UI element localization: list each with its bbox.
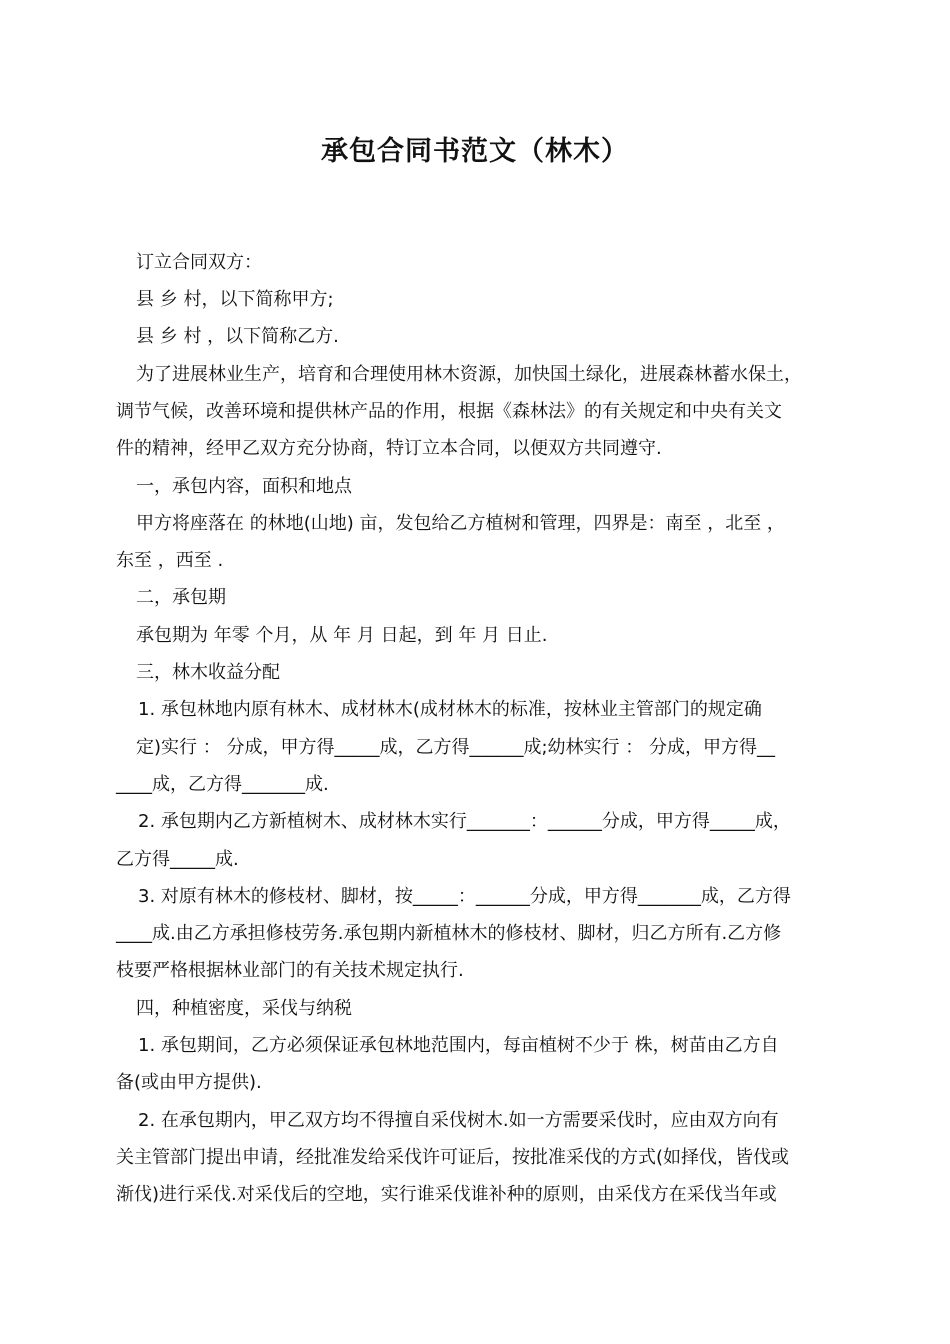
section-heading: 一，承包内容，面积和地点 [136,476,352,497]
paragraph-line: 甲方将座落在 的林地(山地) 亩，发包给乙方植树和管理，四界是：南至 ，北至 ， [136,513,785,534]
paragraph-line: 1. 承包期间，乙方必须保证承包林地范围内，每亩植树不少于 株，树苗由乙方自 [138,1035,779,1056]
paragraph-line: 关主管部门提出申请，经批准发给采伐许可证后，按批准采伐的方式(如择伐，皆伐或 [116,1147,790,1168]
paragraph-line: 订立合同双方： [136,252,262,273]
section-heading: 二，承包期 [136,587,226,608]
paragraph-line: 承包期为 年零 个月，从 年 月 日起，到 年 月 日止. [136,625,548,646]
paragraph-line: 2. 承包期内乙方新植树木、成材林木实行_______：______分成，甲方得_____成， [138,811,791,832]
paragraph-line: 为了进展林业生产，培育和合理使用林木资源，加快国土绿化，进展森林蓄水保土， [136,364,802,385]
paragraph-line: 东至 ，西至 . [116,550,224,571]
document-title: 承包合同书范文（林木） [321,136,629,167]
paragraph-line: 3. 对原有林木的修枝材、脚材，按_____：______分成，甲方得_______成，乙方得 [138,886,791,907]
paragraph-line: 县 乡 村，以下简称甲方; [136,289,334,310]
paragraph-line: 件的精神，经甲乙双方充分协商，特订立本合同，以便双方共同遵守. [116,438,662,459]
section-heading: 三，林木收益分配 [136,662,280,683]
paragraph-line: 县 乡 村 ，以下简称乙方. [136,326,339,347]
paragraph-line: 1. 承包林地内原有林木、成材林木(成材林木的标准，按林业主管部门的规定确 [138,699,762,720]
paragraph-line: ____成.由乙方承担修枝劳务.承包期内新植林木的修枝材、脚材，归乙方所有.乙方修 [116,923,782,944]
paragraph-line: 调节气候，改善环境和提供林产品的作用，根据《森林法》的有关规定和中央有关文 [116,401,782,422]
paragraph-line: ____成，乙方得_______成. [116,774,329,795]
paragraph-line: 2. 在承包期内，甲乙双方均不得擅自采伐树木.如一方需要采伐时，应由双方向有 [138,1110,779,1131]
paragraph-line: 乙方得_____成. [116,849,239,870]
paragraph-line: 渐伐)进行采伐.对采伐后的空地，实行谁采伐谁补种的原则，由采伐方在采伐当年或 [116,1184,777,1205]
paragraph-line: 枝要严格根据林业部门的有关技术规定执行. [116,960,464,981]
section-heading: 四，种植密度，采伐与纳税 [136,998,352,1019]
paragraph-line: 定)实行 ： 分成，甲方得_____成，乙方得______成;幼林实行 ： 分成，甲方得__ [136,737,775,758]
paragraph-line: 备(或由甲方提供). [116,1072,262,1093]
